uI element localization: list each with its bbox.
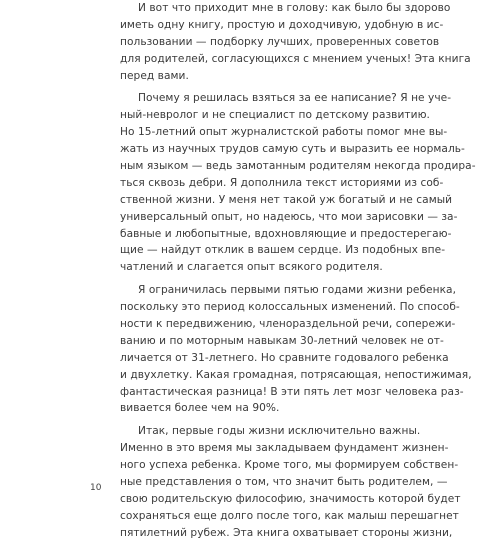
text-line: Но 15-летний опыт журналистской работы помог мне вы- xyxy=(120,126,448,139)
text-line: щие — найдут отклик в вашем сердце. Из подобных впе- xyxy=(120,244,446,257)
text-line: свою родительскую философию, значимость которой будет xyxy=(120,492,461,505)
text-line: пятилетний рубеж. Эта книга охватывает стороны жизни, xyxy=(120,526,453,539)
text-line: Итак, первые годы жизни исключительно важны. xyxy=(138,425,421,438)
text-line: И вот что приходит мне в голову: как было бы здорово xyxy=(138,2,451,14)
text-line: Я ограничилась первыми пятью годами жизни ребенка, xyxy=(138,284,456,297)
text-line: бавные и любопытные, вдохновляющие и предостерегаю- xyxy=(120,227,452,240)
page-number: 10 xyxy=(90,483,102,493)
text-line: ванию и по моторным навыкам 30-летний человек не от- xyxy=(120,334,444,347)
text-line: Почему я решилась взяться за ее написание? Я не уче- xyxy=(138,92,452,105)
text-line: сохраняться еще долго после того, как малыш перешагнет xyxy=(120,509,459,522)
paragraph xyxy=(120,0,471,84)
text-line: ственной жизни. У меня нет такой уж богатый и не самый xyxy=(120,193,453,206)
text-line: универсальный опыт, но надеюсь, что мои зарисовки — за- xyxy=(120,210,458,223)
text-line: личается от 31-летнего. Но сравните годовалого ребенка xyxy=(120,351,449,364)
text-line: поскольку это период колоссальных изменений. По способ- xyxy=(120,301,460,314)
text-line: иметь одну книгу, простую и доходчивую, удобную в ис- xyxy=(120,18,444,31)
text-line: ный-невролог и не специалист по детскому развитию. xyxy=(120,109,430,122)
text-line: ным языком — ведь замотанным родителям некогда продира- xyxy=(120,160,476,173)
text-line: ные представления о том, что значит быть родителем, — xyxy=(120,476,448,489)
text-line: Именно в это время мы закладываем фундамент жизнен- xyxy=(120,442,449,455)
paragraph xyxy=(120,282,472,417)
text-line: вивается более чем на 90%. xyxy=(120,402,280,415)
text-line: перед вами. xyxy=(120,69,189,82)
text-line: ться сквозь дебри. Я дополнила текст историями из соб- xyxy=(120,176,444,189)
text-line: жать из научных трудов самую суть и выразить ее нормаль- xyxy=(120,143,465,156)
text-line: для родителей, согласующихся с мнением ученых! Эта книга xyxy=(120,52,471,65)
paragraph xyxy=(120,90,476,276)
text-line: ного успеха ребенка. Кроме того, мы формируем собствен- xyxy=(120,459,459,472)
body-text xyxy=(120,0,476,542)
text-line: ности к передвижению, членораздельной речи, сопережи- xyxy=(120,318,456,331)
text-line: чатлений и слагается опыт всякого родителя. xyxy=(120,261,383,274)
text-line: фантастическая разница! В эти пять лет мозг человека раз- xyxy=(120,385,464,398)
text-line: и двухлетку. Какая громадная, потрясающая, непостижимая, xyxy=(120,368,472,381)
paragraph xyxy=(120,423,461,541)
text-line: пользовании — подборку лучших, проверенных советов xyxy=(120,35,440,48)
